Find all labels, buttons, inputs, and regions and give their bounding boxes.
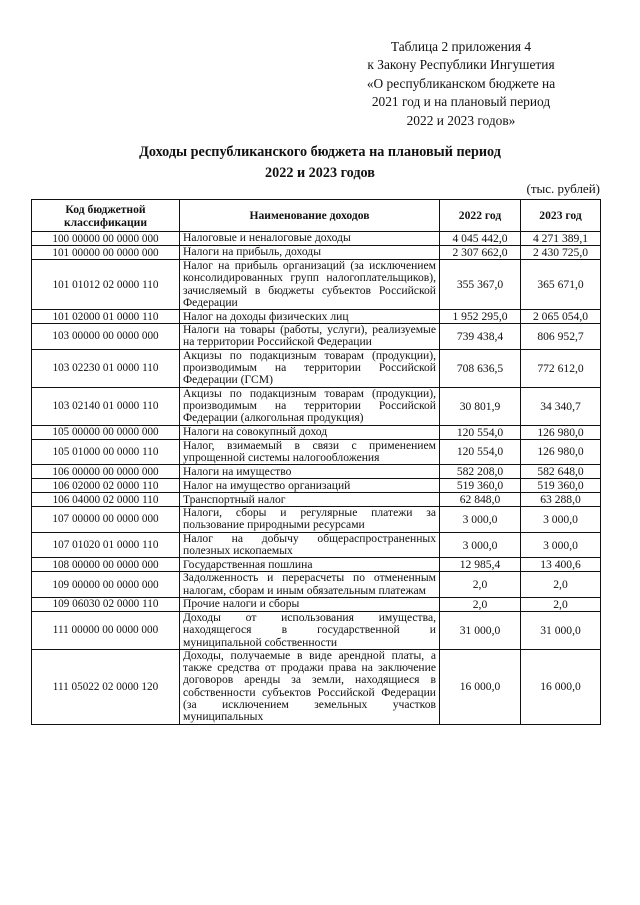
- appendix-note-line: 2021 год и на плановый период: [371, 94, 551, 110]
- amount-2022-cell: 2 307 662,0: [440, 246, 521, 260]
- income-name-cell: Налог на добычу общераспространенных полезных ископаемых: [180, 532, 440, 558]
- table-row: [32, 439, 601, 465]
- income-name-cell: Доходы, получаемые в виде арендной платы, а также средства от продажи права на заключение договоров аренды за земли, находящиеся в собственности субъектов Российской Федерации (за исключением земельных участков муниципальных: [180, 649, 440, 724]
- income-name-cell: Доходы от использования имущества, находящегося в государственной и муниципальной собственности: [180, 611, 440, 649]
- table-header-row: [32, 200, 601, 232]
- budget-code-cell: 111 00000 00 0000 000: [32, 611, 180, 649]
- amount-2023-cell: 2,0: [521, 597, 601, 611]
- budget-code-cell: 101 02000 01 0000 110: [32, 310, 180, 324]
- amount-2022-cell: 2,0: [440, 572, 521, 598]
- income-name-cell: Налог на прибыль организаций (за исключением консолидированных групп налогоплательщиков), зачисляемый в бюджеты субъектов Российской Федерации: [180, 260, 440, 310]
- income-name-cell: Налог на доходы физических лиц: [180, 310, 440, 324]
- budget-code-cell: 108 00000 00 0000 000: [32, 558, 180, 572]
- amount-2022-cell: 30 801,9: [440, 387, 521, 425]
- income-name-cell: Налоговые и неналоговые доходы: [180, 232, 440, 246]
- budget-code-cell: 109 00000 00 0000 000: [32, 572, 180, 598]
- budget-code-cell: 106 02000 02 0000 110: [32, 479, 180, 493]
- amount-2023-cell: 16 000,0: [521, 649, 601, 724]
- table-row: [32, 260, 601, 310]
- budget-code-cell: 111 05022 02 0000 120: [32, 649, 180, 724]
- amount-2023-cell: 2,0: [521, 572, 601, 598]
- amount-2023-cell: 806 952,7: [521, 324, 601, 350]
- table-row: [32, 611, 601, 649]
- appendix-note-line: 2022 и 2023 годов»: [406, 112, 516, 128]
- budget-code-cell: 101 00000 00 0000 000: [32, 246, 180, 260]
- amount-2023-cell: 2 430 725,0: [521, 246, 601, 260]
- amount-2023-cell: 582 648,0: [521, 465, 601, 479]
- amount-2022-cell: 1 952 295,0: [440, 310, 521, 324]
- units-label: (тыс. рублей): [526, 181, 600, 196]
- income-name-cell: Налоги на товары (работы, услуги), реализуемые на территории Российской Федерации: [180, 324, 440, 350]
- amount-2023-cell: 3 000,0: [521, 532, 601, 558]
- amount-2022-cell: 62 848,0: [440, 493, 521, 507]
- amount-2023-cell: 4 271 389,1: [521, 232, 601, 246]
- amount-2022-cell: 739 438,4: [440, 324, 521, 350]
- budget-code-cell: 107 01020 01 0000 110: [32, 532, 180, 558]
- income-name-cell: Налоги на совокупный доход: [180, 425, 440, 439]
- amount-2023-cell: 365 671,0: [521, 260, 601, 310]
- amount-2022-cell: 12 985,4: [440, 558, 521, 572]
- budget-code-cell: 106 00000 00 0000 000: [32, 465, 180, 479]
- appendix-note-line: «О республиканском бюджете на: [366, 75, 556, 91]
- document-title-line: Доходы республиканского бюджета на плановый период: [139, 144, 501, 160]
- appendix-note-line: Таблица 2 приложения 4: [390, 39, 532, 54]
- amount-2022-cell: 4 045 442,0: [440, 232, 521, 246]
- table-row: [32, 387, 601, 425]
- amount-2023-cell: 34 340,7: [521, 387, 601, 425]
- budget-code-cell: 106 04000 02 0000 110: [32, 493, 180, 507]
- amount-2022-cell: 120 554,0: [440, 439, 521, 465]
- income-name-cell: Государственная пошлина: [180, 558, 440, 572]
- income-name-cell: Налоги на прибыль, доходы: [180, 246, 440, 260]
- amount-2022-cell: 3 000,0: [440, 532, 521, 558]
- table-row: [32, 507, 601, 533]
- budget-code-cell: 100 00000 00 0000 000: [32, 232, 180, 246]
- income-name-cell: Акцизы по подакцизным товарам (продукции), производимым на территории Российской Федерации (ГСМ): [180, 349, 440, 387]
- amount-2022-cell: 355 367,0: [440, 260, 521, 310]
- amount-2022-cell: 582 208,0: [440, 465, 521, 479]
- budget-code-cell: 101 01012 02 0000 110: [32, 260, 180, 310]
- table-row: [32, 324, 601, 350]
- amount-2023-cell: 126 980,0: [521, 439, 601, 465]
- table-row: [32, 597, 601, 611]
- table-body: [32, 232, 601, 725]
- table-row: [32, 246, 601, 260]
- table-row: [32, 479, 601, 493]
- document-title: [0, 142, 640, 184]
- appendix-note: [330, 38, 592, 130]
- table-row: [32, 493, 601, 507]
- income-name-cell: Акцизы по подакцизным товарам (продукции), производимым на территории Российской Федерации (алкогольная продукция): [180, 387, 440, 425]
- income-name-cell: Прочие налоги и сборы: [180, 597, 440, 611]
- table-row: [32, 558, 601, 572]
- amount-2023-cell: 519 360,0: [521, 479, 601, 493]
- amount-2023-cell: 3 000,0: [521, 507, 601, 533]
- column-header-code: Код бюджетной классификации: [32, 200, 180, 232]
- amount-2022-cell: 2,0: [440, 597, 521, 611]
- budget-code-cell: 103 02230 01 0000 110: [32, 349, 180, 387]
- budget-code-cell: 103 02140 01 0000 110: [32, 387, 180, 425]
- budget-code-cell: 105 01000 00 0000 110: [32, 439, 180, 465]
- amount-2022-cell: 519 360,0: [440, 479, 521, 493]
- column-header-2023: 2023 год: [521, 200, 601, 232]
- income-name-cell: Транспортный налог: [180, 493, 440, 507]
- table-row: [32, 572, 601, 598]
- column-header-2022: 2022 год: [440, 200, 521, 232]
- amount-2023-cell: 31 000,0: [521, 611, 601, 649]
- amount-2023-cell: 772 612,0: [521, 349, 601, 387]
- amount-2022-cell: 16 000,0: [440, 649, 521, 724]
- table-row: [32, 425, 601, 439]
- table-row: [32, 310, 601, 324]
- column-header-name: Наименование доходов: [180, 200, 440, 232]
- table-row: [32, 649, 601, 724]
- appendix-note-line: к Закону Республики Ингушетия: [367, 57, 555, 73]
- income-name-cell: Задолженность и перерасчеты по отмененным налогам, сборам и иным обязательным платежам: [180, 572, 440, 598]
- amount-2022-cell: 120 554,0: [440, 425, 521, 439]
- income-name-cell: Налог на имущество организаций: [180, 479, 440, 493]
- income-name-cell: Налоги на имущество: [180, 465, 440, 479]
- table-row: [32, 465, 601, 479]
- amount-2023-cell: 2 065 054,0: [521, 310, 601, 324]
- amount-2023-cell: 63 288,0: [521, 493, 601, 507]
- budget-code-cell: 107 00000 00 0000 000: [32, 507, 180, 533]
- amount-2022-cell: 708 636,5: [440, 349, 521, 387]
- income-name-cell: Налог, взимаемый в связи с применением упрощенной системы налогообложения: [180, 439, 440, 465]
- amount-2022-cell: 3 000,0: [440, 507, 521, 533]
- document-title-line: 2022 и 2023 годов: [265, 165, 375, 181]
- budget-code-cell: 103 00000 00 0000 000: [32, 324, 180, 350]
- amount-2023-cell: 126 980,0: [521, 425, 601, 439]
- income-name-cell: Налоги, сборы и регулярные платежи за пользование природными ресурсами: [180, 507, 440, 533]
- table-row: [32, 349, 601, 387]
- table-row: [32, 232, 601, 246]
- income-table: [31, 199, 601, 725]
- amount-2022-cell: 31 000,0: [440, 611, 521, 649]
- budget-code-cell: 109 06030 02 0000 110: [32, 597, 180, 611]
- budget-code-cell: 105 00000 00 0000 000: [32, 425, 180, 439]
- table-row: [32, 532, 601, 558]
- amount-2023-cell: 13 400,6: [521, 558, 601, 572]
